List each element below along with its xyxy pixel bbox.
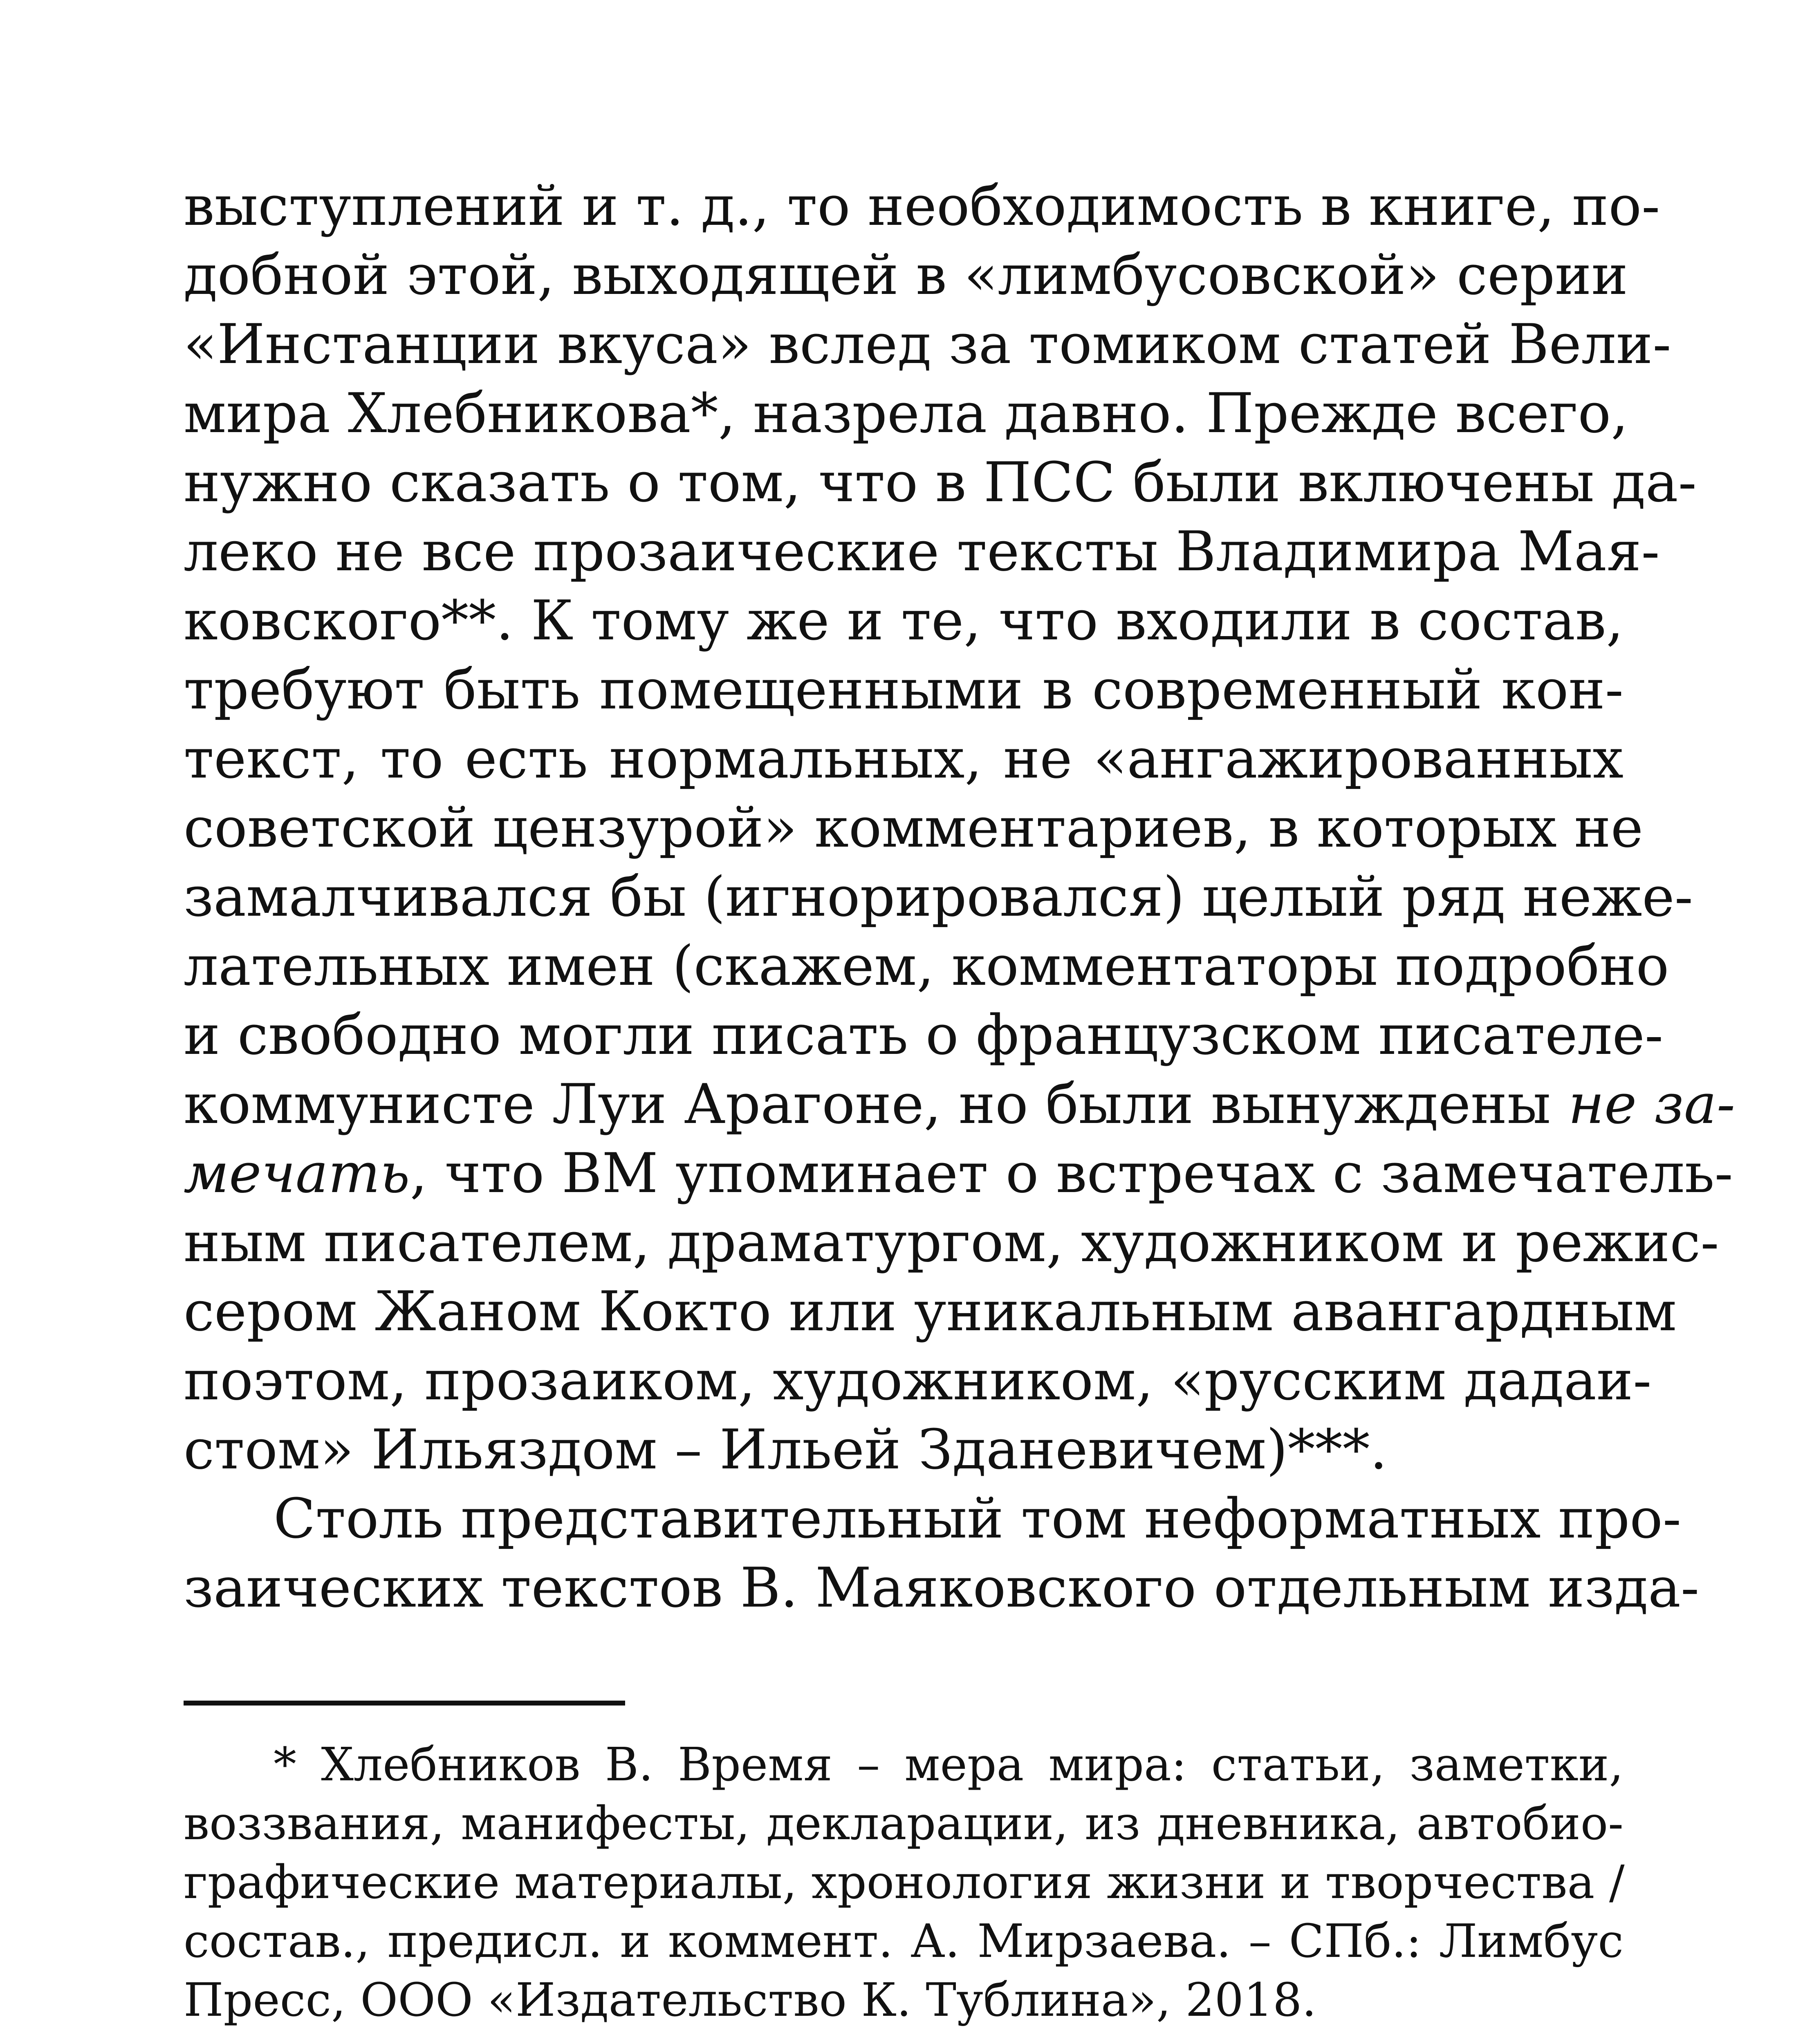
italic-text-mechat: мечать: [184, 1141, 410, 1205]
footnote-1-line-4: состав., предисл. и коммент. А. Мирзаева. – СПб.: Лимбус: [184, 1915, 1624, 1968]
italic-text-ne-za: не за-: [1568, 1072, 1736, 1136]
footnote-1-line-2: воззвания, манифесты, декларации, из дневника, автобио-: [184, 1797, 1624, 1850]
body-line-8: требуют быть помещенными в современный кон-: [184, 658, 1624, 722]
body-line-12: лательных имен (скажем, комментаторы подробно: [184, 934, 1669, 998]
body-line-6: леко не все прозаические тексты Владимира Мая-: [184, 520, 1660, 583]
body-line-3: «Инстанции вкуса» вслед за томиком статей Вели-: [184, 312, 1671, 376]
footnote-gap: [184, 2030, 1624, 2044]
body-line-1: выступлений и т. д., то необходимость в книге, по-: [184, 174, 1660, 238]
body-line-15: [184, 1139, 1733, 1208]
body-line-10: советской цензурой» комментариев, в которых не: [184, 796, 1644, 860]
footnote-1: [184, 1735, 1624, 2030]
body-line-5: нужно сказать о том, что в ПСС были включены да-: [184, 450, 1697, 514]
body-line-7: ковского**. К тому же и те, что входили в состав,: [184, 589, 1624, 652]
body-line-4: мира Хлебникова*, назрела давно. Прежде всего,: [184, 381, 1628, 445]
body-line-21: заических текстов В. Маяковского отдельным изда-: [184, 1556, 1700, 1620]
body-line-13: и свободно могли писать о французском писателе-: [184, 1003, 1664, 1067]
body-line-2: добной этой, выходящей в «лимбусовской» серии: [184, 243, 1628, 307]
body-line-14: [184, 1070, 1736, 1139]
footnotes: [184, 1735, 1624, 2044]
body-line-19: стом» Ильяздом – Ильей Зданевичем)***.: [184, 1418, 1388, 1481]
body-line-16: ным писателем, драматургом, художником и режис-: [184, 1210, 1719, 1274]
main-text: [184, 172, 1736, 1623]
body-line-15-text: , что ВМ упоминает о встречах с замечатель-: [410, 1141, 1733, 1205]
footnote-separator-rule: [184, 1701, 625, 1706]
body-line-14-text: коммунисте Луи Арагоне, но были вынуждены: [184, 1072, 1551, 1136]
body-line-9: текст, то есть нормальных, не «ангажированных: [184, 727, 1624, 791]
footnote-1-line-3: графические материалы, хронология жизни и творчества /: [184, 1856, 1625, 1909]
body-line-20: Столь представительный том неформатных про-: [274, 1487, 1682, 1551]
body-line-18: поэтом, прозаиком, художником, «русским дадаи-: [184, 1349, 1652, 1412]
body-line-17: сером Жаном Кокто или уникальным авангардным: [184, 1280, 1677, 1343]
body-line-11: замалчивался бы (игнорировался) целый ряд неже-: [184, 865, 1693, 929]
footnote-1-line-1: * Хлебников В. Время – мера мира: статьи, заметки,: [274, 1738, 1624, 1791]
footnote-1-line-5: Пресс, ООО «Издательство К. Тублина», 2018.: [184, 1974, 1317, 2027]
